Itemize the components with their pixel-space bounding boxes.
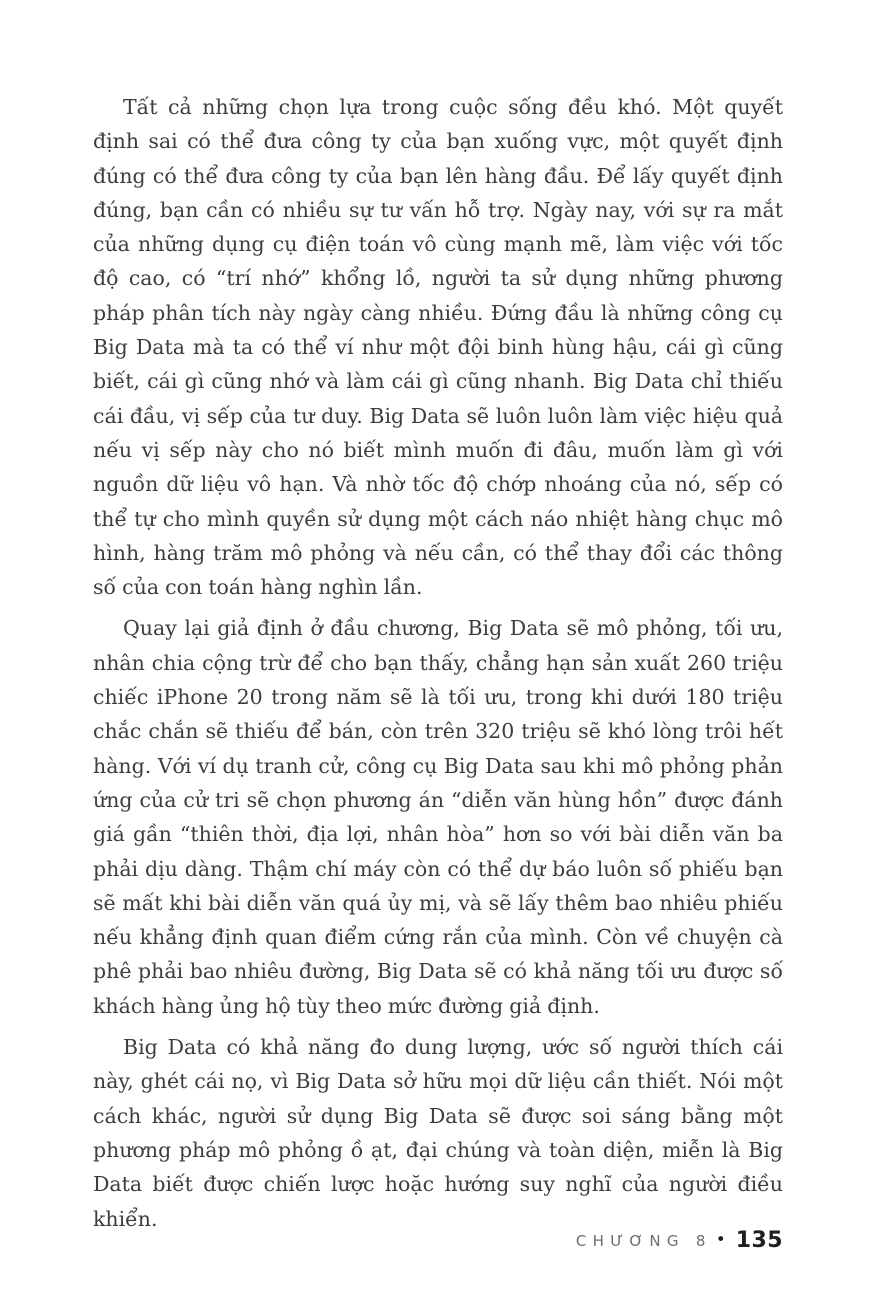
body-text-block (93, 90, 783, 1243)
paragraph-3: Big Data có khả năng đo dung lượng, ước số người thích cái này, ghét cái nọ, vì Big Data sở hữu mọi dữ liệu cần thiết. Nói một cách khác, người sử dụng Big Data sẽ được soi sáng bằng một phương pháp mô phỏng ồ ạt, đại chúng và toàn diện, miễn là Big Data biết được chiến lược hoặc hướng suy nghĩ của người điều khiển. (93, 1035, 783, 1231)
chapter-label: CHƯƠNG 8 (575, 1231, 712, 1250)
paragraph-2: Quay lại giả định ở đầu chương, Big Data sẽ mô phỏng, tối ưu, nhân chia cộng trừ để cho bạn thấy, chẳng hạn sản xuất 260 triệu chiếc iPhone 20 trong năm sẽ là tối ưu, trong khi dưới 180 triệu chắc chắn sẽ thiếu để bán, còn trên 320 triệu sẽ khó lòng trôi hết hàng. Với ví dụ tranh cử, công cụ Big Data sau khi mô phỏng phản ứng của cử tri sẽ chọn phương án “diễn văn hùng hồn” được đánh giá gần “thiên thời, địa lợi, nhân hòa” hơn so với bài diễn văn ba phải dịu dàng. Thậm chí máy còn có thể dự báo luôn số phiếu bạn sẽ mất khi bài diễn văn quá ủy mị, và sẽ lấy thêm bao nhiêu phiếu nếu khẳng định quan điểm cứng rắn của mình. Còn về chuyện cà phê phải bao nhiêu đường, Big Data sẽ có khả năng tối ưu được số khách hàng ủng hộ tùy theo mức đường giả định. (93, 616, 783, 1018)
paragraph-1: Tất cả những chọn lựa trong cuộc sống đều khó. Một quyết định sai có thể đưa công ty của bạn xuống vực, một quyết định đúng có thể đưa công ty của bạn lên hàng đầu. Để lấy quyết định đúng, bạn cần có nhiều sự tư vấn hỗ trợ. Ngày nay, với sự ra mắt của những dụng cụ điện toán vô cùng mạnh mẽ, làm việc với tốc độ cao, có “trí nhớ” khổng lồ, người ta sử dụng những phương pháp phân tích này ngày càng nhiều. Đứng đầu là những công cụ Big Data mà ta có thể ví như một đội binh hùng hậu, cái gì cũng biết, cái gì cũng nhớ và làm cái gì cũng nhanh. Big Data chỉ thiếu cái đầu, vị sếp của tư duy. Big Data sẽ luôn luôn làm việc hiệu quả nếu vị sếp này cho nó biết mình muốn đi đâu, muốn làm gì với nguồn dữ liệu vô hạn. Và nhờ tốc độ chớp nhoáng của nó, sếp có thể tự cho mình quyền sử dụng một cách náo nhiệt hàng chục mô hình, hàng trăm mô phỏng và nếu cần, có thể thay đổi các thông số của con toán hàng nghìn lần. (93, 95, 783, 600)
footer-bullet-separator: • (715, 1230, 726, 1250)
page-footer (93, 1228, 783, 1253)
page-number: 135 (735, 1228, 783, 1253)
